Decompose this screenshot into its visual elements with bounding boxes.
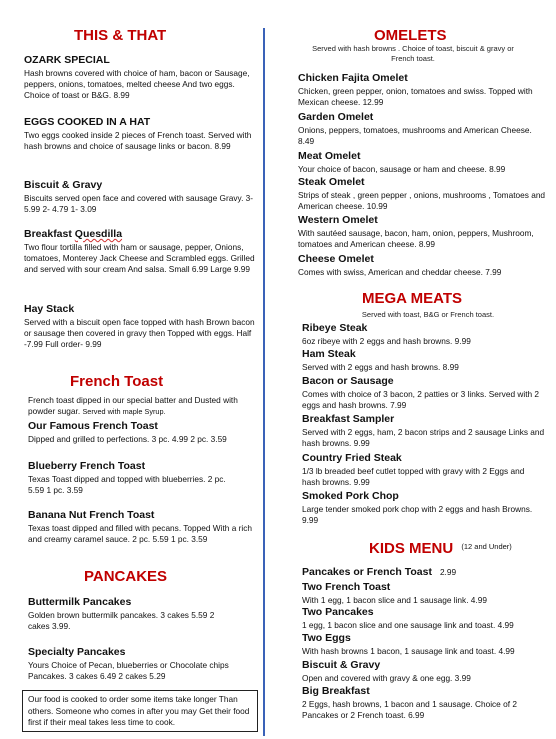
menu-item-breakfast-quesdilla [24,228,256,276]
item-desc: Hash browns covered with choice of ham, bacon or Sausage, peppers, onions, tomatoes, melted cheese And two eggs. Choice of toast or B&G. 8.99 [24,68,250,101]
menu-item-garden-omelet [298,111,550,147]
item-desc: Golden brown buttermilk pancakes. 3 cakes 5.59 2 cakes 3.99. [28,610,215,632]
menu-item-smoked-pork-chop [302,490,550,526]
menu-item-chicken-fajita-omelet [298,72,550,108]
section-title-pancakes: PANCAKES [84,568,168,585]
item-desc: Biscuits served open face and covered with sausage Gravy. 3- 5.99 2- 4.79 1- 3.09 [24,193,254,215]
item-name: Two Eggs [302,632,351,644]
item-name: Buttermilk Pancakes [28,596,132,608]
menu-item-eggs-in-a-hat [24,116,254,152]
intro-text: French toast dipped in our special batter and Dusted with powder sugar. [28,395,238,417]
menu-item-hay-stack [24,303,256,351]
menu-item-ribeye-steak [302,322,550,347]
item-desc: Yours Choice of Pecan, blueberries or Chocolate chips Pancakes. 3 cakes 6.49 2 cakes 5.29 [28,660,229,682]
menu-item-kids-two-french-toast [302,581,550,606]
section-title-omelets: OMELETS [374,27,447,44]
item-name: OZARK SPECIAL [24,54,110,66]
item-desc: Comes with choice of 3 bacon, 2 patties or 3 links. Served with 2 eggs and hash browns. 7.99 [302,389,540,411]
item-desc: Large tender smoked pork chop with 2 eggs and hash Browns. 9.99 [302,504,533,526]
item-name: Biscuit & Gravy [302,659,381,671]
item-name: Breakfast Sampler [302,413,395,425]
menu-item-famous-french-toast [28,420,256,445]
item-name-part: Breakfast [24,228,75,240]
item-desc: Comes with swiss, American and cheddar cheese. 7.99 [298,267,502,277]
item-desc: 1 egg, 1 bacon slice and one sausage link and toast. 4.99 [302,620,514,630]
item-desc: 6oz ribeye with 2 eggs and hash browns. 9.99 [302,336,471,346]
menu-item-kids-two-eggs [302,632,552,657]
item-name-part: Quesdilla [74,228,123,240]
item-name: Banana Nut French Toast [28,509,155,521]
item-name: Ribeye Steak [302,322,368,334]
item-desc: Two eggs cooked inside 2 pieces of French toast. Served with hash browns and choice of sausage links or bacon. 8.99 [24,130,252,152]
cook-to-order-note: Our food is cooked to order some items take longer Than others. Someone who comes in after you may Get their food first if their meal takes less time to cook. [22,690,258,732]
menu-item-kids-pancakes-or-french-toast [302,566,550,579]
item-name: Pancakes or French Toast [302,566,432,578]
menu-item-meat-omelet [298,150,550,175]
kids-menu-title-text: KIDS MENU [369,540,454,557]
item-desc: 1/3 lb breaded beef cutlet topped with gravy with 2 Eggs and hash browns. 9.99 [302,466,525,488]
menu-item-breakfast-sampler [302,413,550,449]
menu-item-kids-two-pancakes [302,606,552,631]
menu-item-banana-nut-french-toast [28,509,256,545]
menu-item-specialty-pancakes [28,646,256,682]
item-name: Hay Stack [24,303,75,315]
item-desc: With hash browns 1 bacon, 1 sausage link and toast. 4.99 [302,646,515,656]
menu-item-country-fried-steak [302,452,540,488]
intro-note: Served with maple Syrup. [82,407,166,417]
menu-item-buttermilk-pancakes [28,596,228,632]
section-title-this-and-that: THIS & THAT [74,27,167,44]
item-price: 2.99 [439,567,457,577]
item-name: Chicken Fajita Omelet [298,72,408,84]
item-name: Two Pancakes [302,606,374,618]
item-name: Ham Steak [302,348,356,360]
menu-item-blueberry-french-toast [28,460,228,496]
item-name: EGGS COOKED IN A HAT [24,116,151,128]
section-title-kids-menu [369,540,512,557]
item-name: Smoked Pork Chop [302,490,399,502]
item-desc: Two flour tortilla filled with ham or sausage, pepper, Onions, tomatoes, Monterey Jack Cheese and Scrambled eggs. Grilled and served with sour cream And salsa. Small 6.99 Large 9.99 [24,242,255,275]
item-name: Steak Omelet [298,176,365,188]
item-desc: 2 Eggs, hash browns, 1 bacon and 1 sausage. Choice of 2 Pancakes or 2 French toast. 6.99 [302,699,517,721]
item-desc: Served with a biscuit open face topped with hash Brown bacon or sausage then covered in gravy then Topped with eggs. Half -7.99 Full order- 9.99 [24,317,255,350]
item-desc: Strips of steak , green pepper , onions, mushrooms , Tomatoes and American cheese. 10.99 [298,190,546,212]
item-desc: Open and covered with gravy & one egg. 3.99 [302,673,471,683]
item-name: Western Omelet [298,214,378,226]
omelets-subtitle: Served with hash browns . Choice of toast, biscuit & gravy or French toast. [312,44,514,63]
item-desc: Dipped and grilled to perfections. 3 pc. 4.99 2 pc. 3.59 [28,434,227,444]
item-name: Blueberry French Toast [28,460,146,472]
item-name: Bacon or Sausage [302,375,394,387]
kids-age-note: (12 and Under) [461,542,512,551]
mega-meats-subtitle: Served with toast, B&G or French toast. [361,310,495,319]
item-desc: Your choice of bacon, sausage or ham and cheese. 8.99 [298,164,506,174]
menu-item-bacon-or-sausage [302,375,550,411]
menu-item-ozark-special [24,54,254,102]
menu-item-western-omelet [298,214,550,250]
menu-item-kids-biscuit-gravy [302,659,550,684]
item-name: Two French Toast [302,581,391,593]
item-desc: Texas Toast dipped and topped with blueberries. 2 pc. 5.59 1 pc. 3.59 [28,474,226,496]
menu-item-kids-big-breakfast [302,685,540,721]
item-desc: Texas toast dipped and filled with pecans. Topped With a rich and creamy caramel sauce. 2 pc. 5.59 1 pc. 3.59 [28,523,252,545]
item-name [24,228,256,241]
section-title-french-toast: French Toast [70,373,164,390]
item-name: Our Famous French Toast [28,420,158,432]
menu-item-steak-omelet [298,176,550,212]
item-name: Cheese Omelet [298,253,374,265]
item-name: Big Breakfast [302,685,370,697]
menu-item-biscuit-gravy [24,179,256,215]
item-desc: Onions, peppers, tomatoes, mushrooms and American Cheese. 8.49 [298,125,532,147]
item-name: Country Fried Steak [302,452,402,464]
menu-item-ham-steak [302,348,550,373]
menu-item-cheese-omelet [298,253,550,278]
item-name: Garden Omelet [298,111,374,123]
item-desc: Chicken, green pepper, onion, tomatoes and swiss. Topped with Mexican cheese. 12.99 [298,86,533,108]
item-desc: Served with 2 eggs and hash browns. 8.99 [302,362,459,372]
section-title-mega-meats: MEGA MEATS [362,290,462,307]
french-toast-intro [28,394,256,417]
item-name: Biscuit & Gravy [24,179,103,191]
item-name: Meat Omelet [298,150,361,162]
item-desc: Served with 2 eggs, ham, 2 bacon strips and 2 sausage Links and hash browns. 9.99 [302,427,545,449]
item-name: Specialty Pancakes [28,646,126,658]
item-desc: With sautéed sausage, bacon, ham, onion, peppers, Mushroom, tomatoes and American cheese. 8.99 [298,228,534,250]
item-desc: With 1 egg, 1 bacon slice and 1 sausage link. 4.99 [302,595,487,605]
column-divider [263,28,265,736]
